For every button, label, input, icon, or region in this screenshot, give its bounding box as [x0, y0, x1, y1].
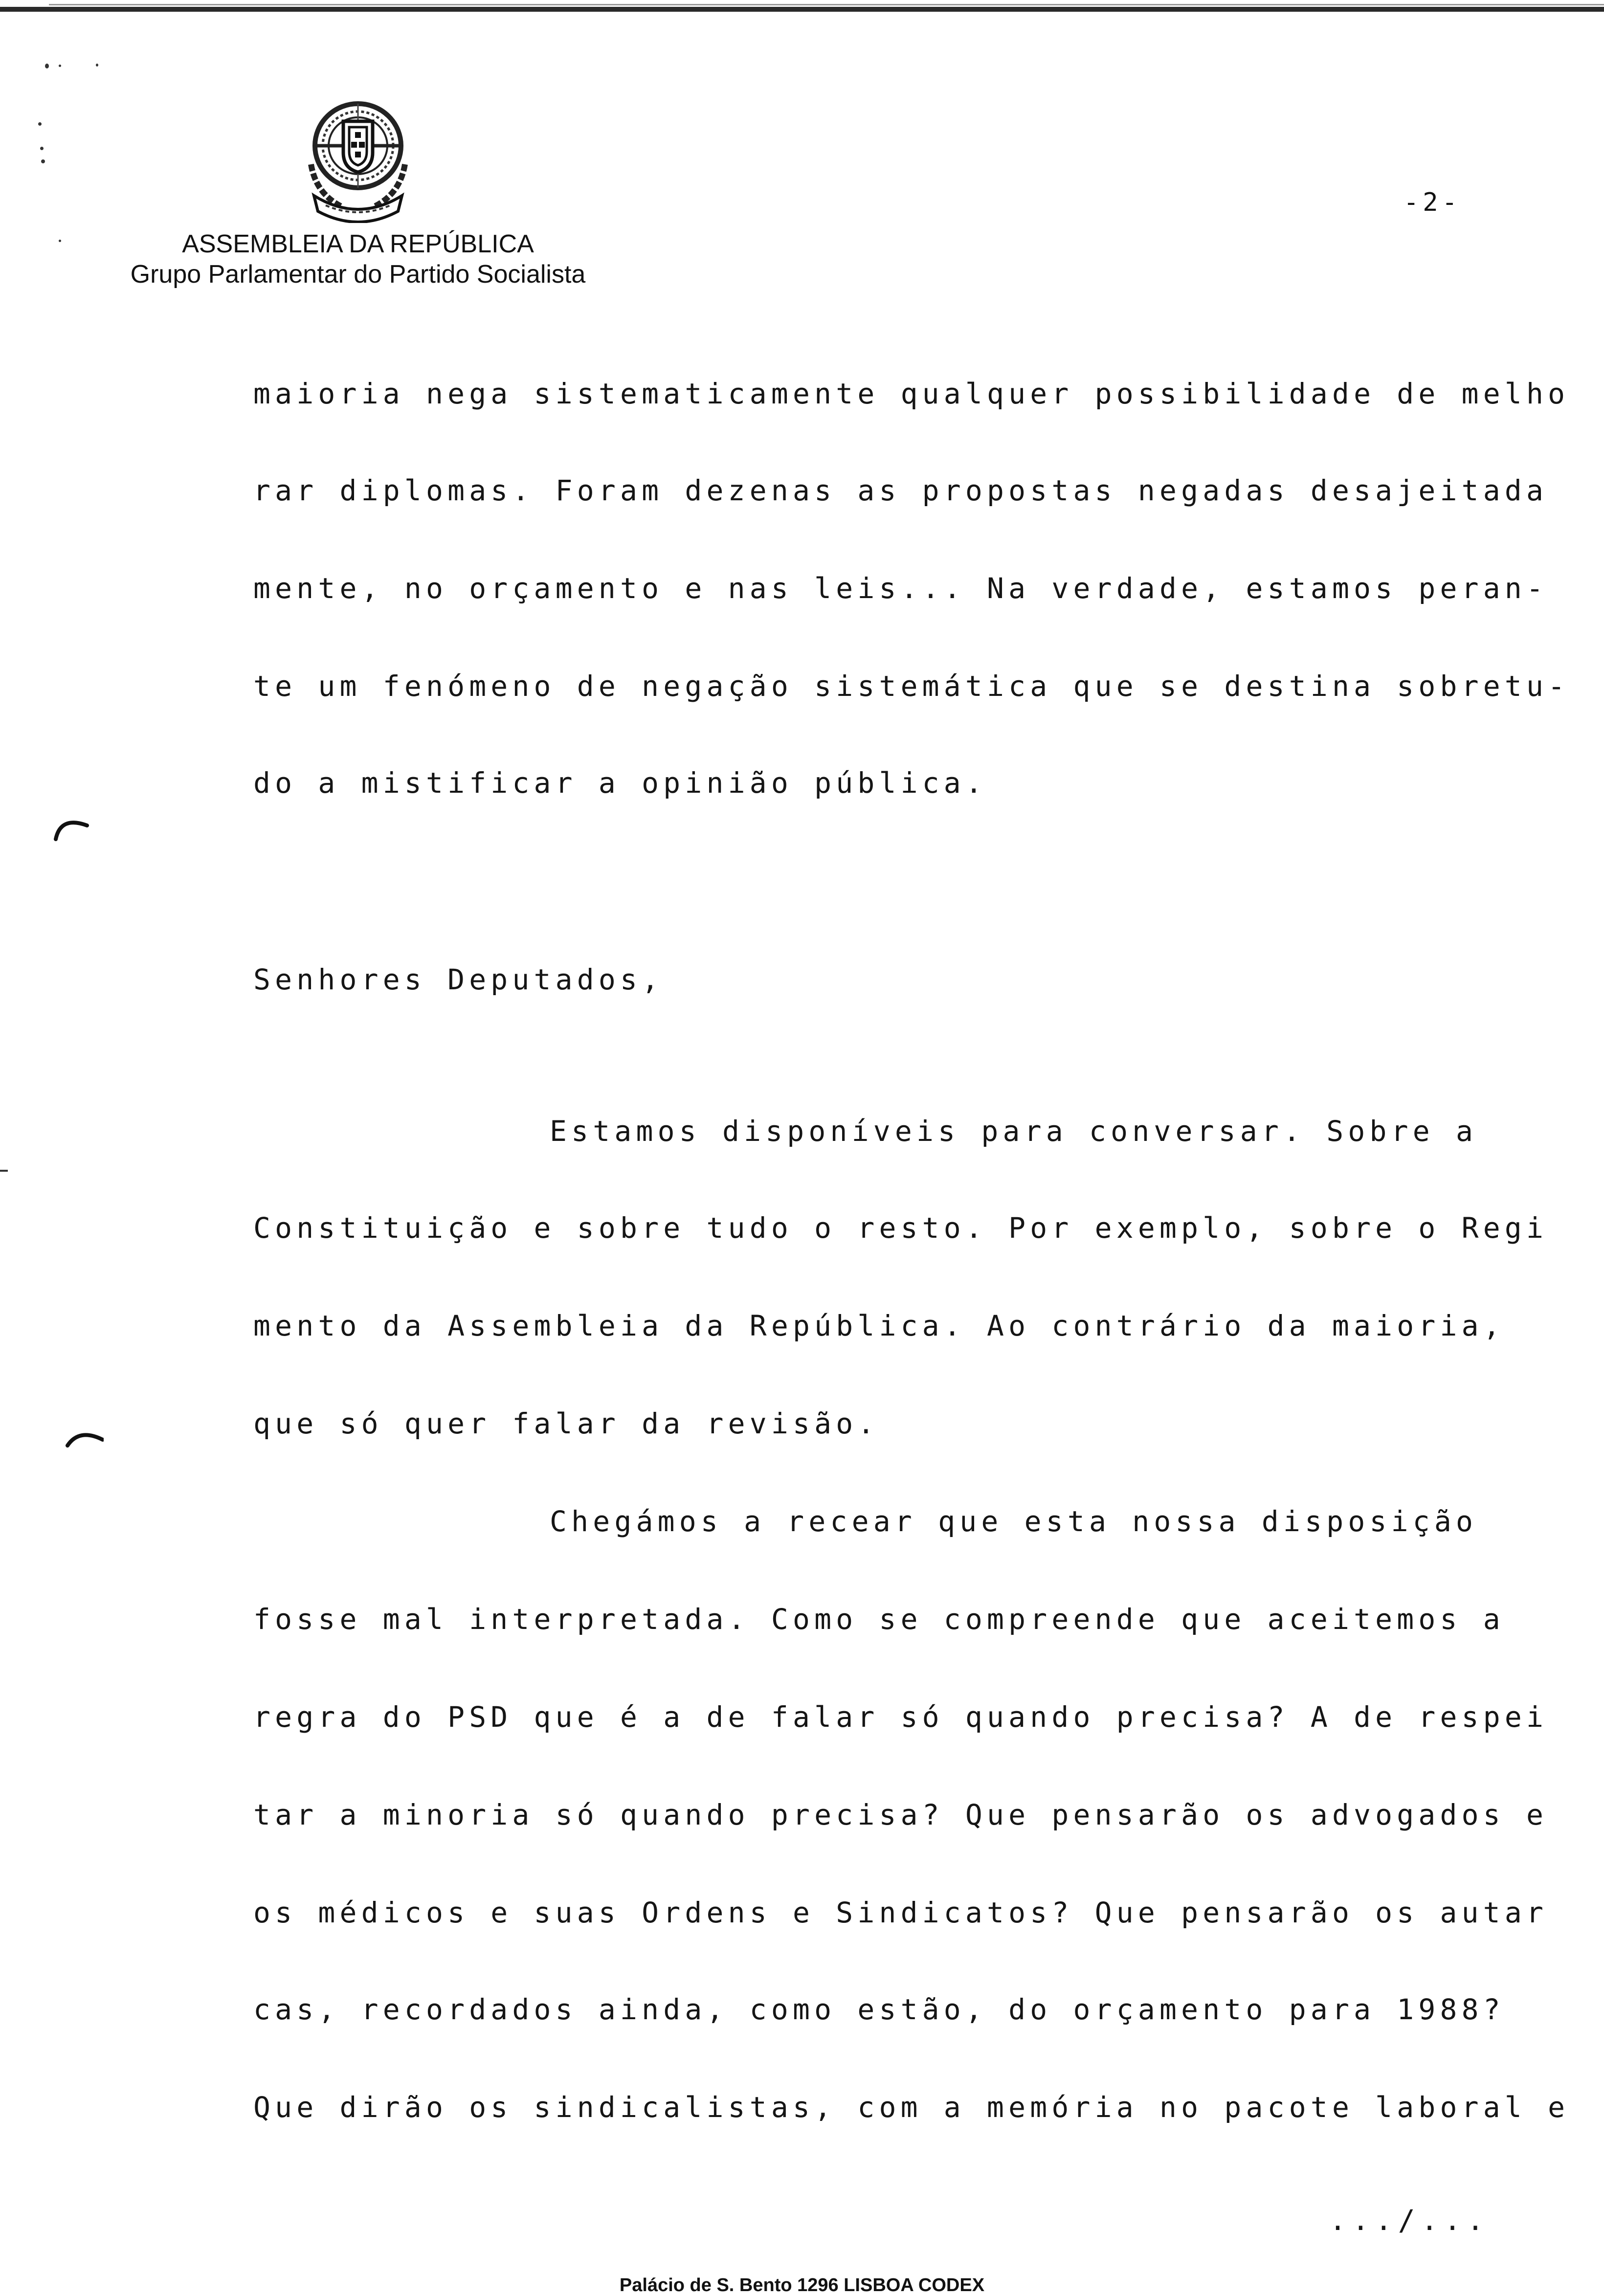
scan-speck — [96, 64, 98, 67]
body-line: regra do PSD que é a de falar só quando precisa? A de respei — [253, 1700, 1548, 1734]
portuguese-coat-of-arms-icon — [296, 91, 420, 223]
body-line: cas, recordados ainda, como estão, do orçamento para 1988? — [253, 1993, 1505, 2026]
body-line: maioria nega sistematicamente qualquer possibilidade de melho — [253, 377, 1570, 410]
body-line: mente, no orçamento e nas leis... Na verdade, estamos peran- — [253, 572, 1548, 605]
body-line: Chegámos a recear que esta nossa disposição — [550, 1505, 1478, 1538]
punch-hole-mark-icon — [65, 1421, 104, 1460]
letterhead — [0, 229, 716, 290]
body-line: Que dirão os sindicalistas, com a memória no pacote laboral e — [253, 2091, 1570, 2124]
scan-speck — [41, 159, 45, 163]
top-border-thin — [49, 4, 1604, 5]
top-border — [0, 7, 1604, 12]
body-line: tar a minoria só quando precisa? Que pensarão os advogados e — [253, 1798, 1548, 1831]
continuation-marker: .../... — [1329, 2204, 1490, 2237]
footer-address: Palácio de S. Bento 1296 LISBOA CODEX — [619, 2275, 985, 2296]
salutation: Senhores Deputados, — [253, 963, 664, 996]
body-line: te um fenómeno de negação sistemática que se destina sobretu- — [253, 669, 1570, 703]
scan-speck — [45, 64, 49, 68]
body-line: Estamos disponíveis para conversar. Sobre a — [550, 1115, 1478, 1148]
body-line: Constituição e sobre tudo o resto. Por exemplo, sobre o Regi — [253, 1211, 1548, 1245]
scan-speck — [38, 122, 42, 126]
scan-speck — [40, 147, 44, 150]
body-line: fosse mal interpretada. Como se compreende que aceitemos a — [253, 1603, 1505, 1636]
page-number: -2- — [1404, 188, 1461, 217]
body-line: os médicos e suas Ordens e Sindicatos? Que pensarão os autar — [253, 1896, 1548, 1929]
institution-name: ASSEMBLEIA DA REPÚBLICA — [182, 230, 534, 258]
body-line: rar diplomas. Foram dezenas as propostas negadas desajeitada — [253, 474, 1548, 507]
parliamentary-group-name: Grupo Parlamentar do Partido Socialista — [130, 260, 586, 289]
body-line: mento da Assembleia da República. Ao contrário da maioria, — [253, 1309, 1505, 1342]
body-line: do a mistificar a opinião pública. — [253, 766, 987, 800]
body-line: que só quer falar da revisão. — [253, 1407, 879, 1440]
scan-speck — [59, 65, 61, 67]
punch-hole-mark-icon — [52, 809, 91, 848]
scan-speck — [0, 1170, 8, 1172]
